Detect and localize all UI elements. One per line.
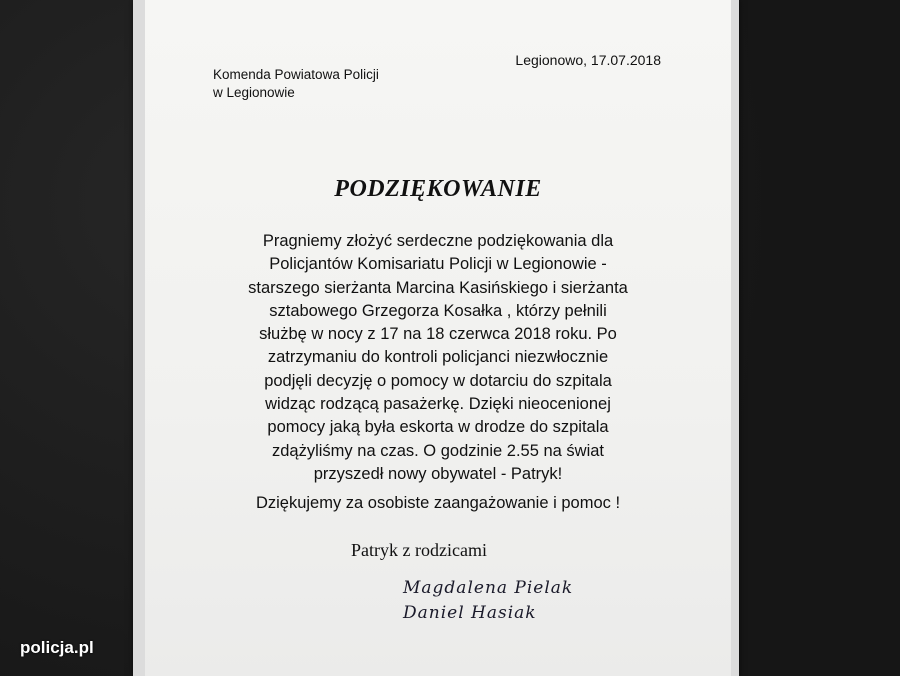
- body-line: zatrzymaniu do kontroli policjanci niezwłocznie: [267, 348, 609, 367]
- body-line: przyszedł nowy obywatel - Patryk!: [313, 464, 563, 483]
- watermark-logo: policja.pl: [20, 638, 94, 657]
- body-line: zdążyliśmy na czas. O godzinie 2.55 na świat: [272, 441, 604, 460]
- body-line: służbę w nocy z 17 na 18 czerwca 2018 roku. Po: [259, 325, 617, 344]
- sender-line: Komenda Powiatowa Policji: [213, 67, 379, 82]
- body-line: sztabowego Grzegorza Kosałka , którzy pełnili: [269, 301, 607, 320]
- body-line: pomocy jaką była eskorta w drodze do szpitala: [267, 418, 609, 437]
- body-line: Pragniemy złożyć serdeczne podziękowania dla: [262, 232, 614, 250]
- closing-line: Dziękujemy za osobiste zaangażowanie i pomoc !: [255, 494, 621, 512]
- body-line: Policjantów Komisariatu Policji w Legionowie -: [269, 255, 607, 274]
- letter-body: [185, 230, 691, 486]
- body-line: starszego sierżanta Marcina Kasińskiego i sierżanta: [248, 278, 628, 297]
- letter-paper: [145, 0, 731, 676]
- signoff: Patryk z rodzicami: [351, 540, 487, 560]
- handwritten-signature: [403, 576, 573, 626]
- sender-block: [213, 66, 379, 102]
- body-line: podjęli decyzję o pomocy w dotarciu do szpitala: [264, 371, 612, 390]
- letter-title: PODZIĘKOWANIE: [334, 176, 542, 202]
- letter-date: Legionowo, 17.07.2018: [515, 52, 661, 68]
- signature-line: Daniel Hasiak: [403, 603, 537, 623]
- sender-line: w Legionowie: [213, 85, 295, 100]
- body-line: widząc rodzącą pasażerkę. Dzięki nieocenionej: [265, 395, 611, 414]
- signature-line: Magdalena Pielak: [403, 578, 574, 598]
